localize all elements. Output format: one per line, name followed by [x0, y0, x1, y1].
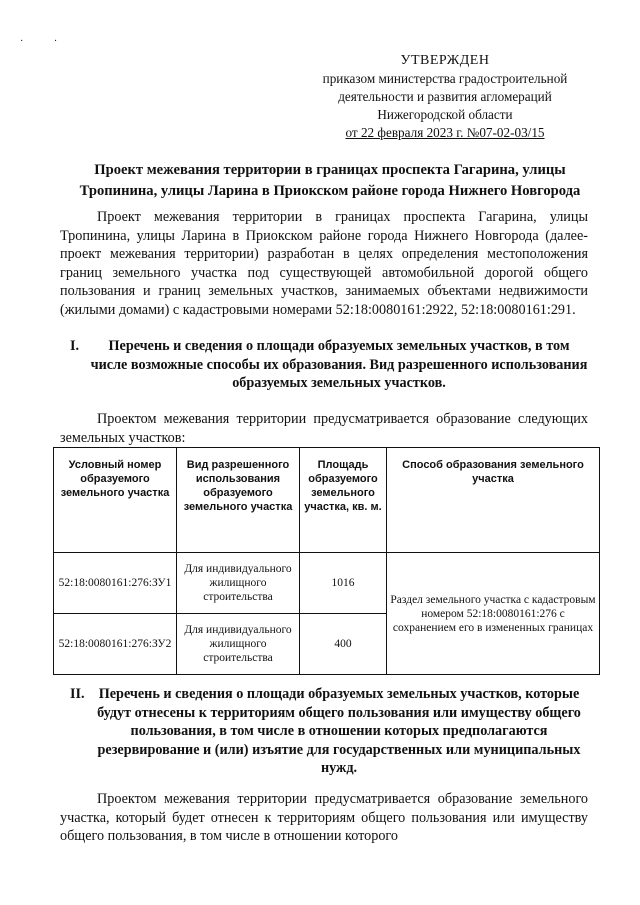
cell-plot-number: 52:18:0080161:276:ЗУ1 [54, 553, 177, 614]
header-formation-method: Способ образования земельного участка [387, 448, 600, 553]
document-title: Проект межевания территории в границах проспекта Гагарина, улицы Тропинина, улицы Ларина в Приокском районе города Нижнего Новгорода [79, 162, 581, 199]
approval-line: приказом министерства градостроительной [322, 71, 568, 86]
header-plot-number: Условный номер образуемого земельного участка [54, 448, 177, 553]
section-2-number: II. [70, 686, 85, 702]
cell-area: 400 [300, 614, 387, 675]
section-1-paragraph: Проектом межевания территории предусматривается образование следующих земельных участков: [60, 411, 588, 446]
header-permitted-use: Вид разрешенного использования образуемого земельного участка [177, 448, 300, 553]
cell-permitted-use: Для индивидуального жилищного строительства [177, 553, 300, 614]
cell-permitted-use: Для индивидуального жилищного строительства [177, 614, 300, 675]
land-plots-table [53, 447, 600, 675]
table-header-row [54, 448, 600, 553]
table-row [54, 553, 600, 614]
approval-stamp-block [310, 52, 580, 142]
intro-paragraph: Проект межевания территории в границах проспекта Гагарина, улицы Тропинина, улицы Ларина в Приокском районе города Нижнего Новгорода (далее-проект межевания территории) разработан в целях определения местоположения границ земельного участка под существующей автомобильной дорогой общего пользования и границ земельных участков, занимаемых объектами недвижимости (жилыми домами) с кадастровыми номерами 52:18:0080161:2922, 52:18:0080161:291. [60, 209, 588, 318]
section-2-title: Перечень и сведения о площади образуемых земельных участков, которые будут отнесены к территориям общего пользования или имуществу общего пользования, в том числе в отношении которых предполагаются резервирование и (или) изъятие для государственных или муниципальных нужд. [97, 686, 581, 777]
approval-date: от 22 февраля 2023 г. №07-02-03/15 [345, 125, 545, 140]
cell-formation-method: Раздел земельного участка с кадастровым номером 52:18:0080161:276 с сохранением его в измененных границах [387, 553, 600, 675]
approval-line: Нижегородской области [377, 107, 513, 122]
cell-area: 1016 [300, 553, 387, 614]
scan-marks: · · [20, 36, 72, 47]
section-1-heading [60, 337, 588, 393]
section-1-number: I. [70, 338, 80, 354]
cell-plot-number: 52:18:0080161:276:ЗУ2 [54, 614, 177, 675]
approval-title: УТВЕРЖДЕН [400, 53, 490, 68]
section-1-title: Перечень и сведения о площади образуемых земельных участков, в том числе возможные способы их образования. Вид разрешенного использования образуемых земельных участков. [90, 338, 588, 392]
section-2-heading [60, 685, 588, 778]
land-plots-table-wrap [53, 447, 600, 675]
header-area: Площадь образуемого земельного участка, кв. м. [300, 448, 387, 553]
section-2-paragraph: Проектом межевания территории предусматривается образование земельного участка, который будет отнесен к территориям общего пользования или имуществу общего пользования, в том числе в отношении которого [60, 791, 588, 845]
approval-line: деятельности и развития агломераций [338, 89, 552, 104]
